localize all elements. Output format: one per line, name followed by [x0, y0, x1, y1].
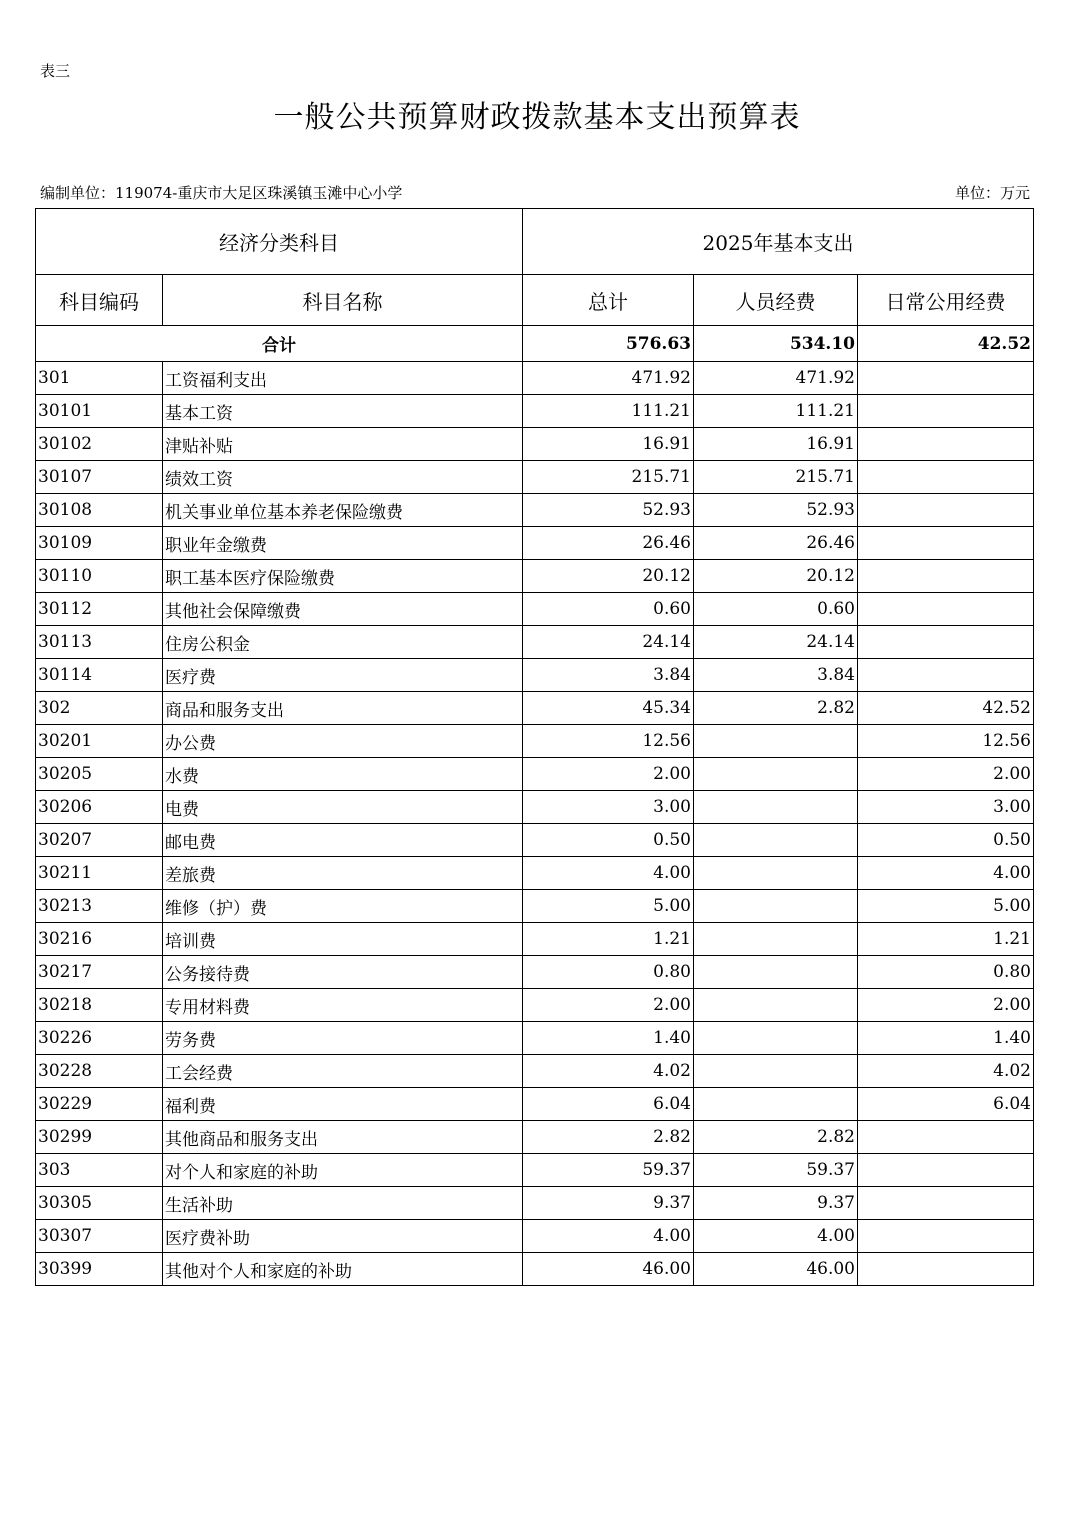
row-personnel — [694, 1022, 858, 1055]
row-name: 医疗费 — [163, 659, 523, 692]
row-total: 52.93 — [523, 494, 694, 527]
row-personnel: 16.91 — [694, 428, 858, 461]
row-name: 其他社会保障缴费 — [163, 593, 523, 626]
row-public: 3.00 — [858, 791, 1034, 824]
table-row — [36, 1055, 1034, 1088]
row-name: 差旅费 — [163, 857, 523, 890]
row-personnel — [694, 791, 858, 824]
row-code: 30109 — [36, 527, 163, 560]
row-name: 商品和服务支出 — [163, 692, 523, 725]
total-row — [36, 326, 1034, 362]
row-name: 工会经费 — [163, 1055, 523, 1088]
table-row — [36, 725, 1034, 758]
row-code: 30218 — [36, 989, 163, 1022]
row-code: 30399 — [36, 1253, 163, 1286]
row-name: 绩效工资 — [163, 461, 523, 494]
total-public: 42.52 — [858, 326, 1034, 362]
row-personnel — [694, 989, 858, 1022]
row-personnel: 59.37 — [694, 1154, 858, 1187]
header-code: 科目编码 — [36, 275, 163, 326]
row-public: 12.56 — [858, 725, 1034, 758]
row-public — [858, 1253, 1034, 1286]
row-public: 5.00 — [858, 890, 1034, 923]
row-public — [858, 362, 1034, 395]
table-row — [36, 1022, 1034, 1055]
row-public: 6.04 — [858, 1088, 1034, 1121]
table-row — [36, 626, 1034, 659]
row-name: 维修（护）费 — [163, 890, 523, 923]
row-personnel — [694, 923, 858, 956]
row-personnel: 2.82 — [694, 692, 858, 725]
row-name: 培训费 — [163, 923, 523, 956]
row-personnel — [694, 725, 858, 758]
row-personnel — [694, 890, 858, 923]
row-code: 30307 — [36, 1220, 163, 1253]
row-total: 6.04 — [523, 1088, 694, 1121]
table-row — [36, 593, 1034, 626]
row-public: 0.50 — [858, 824, 1034, 857]
row-code: 30107 — [36, 461, 163, 494]
row-public: 1.21 — [858, 923, 1034, 956]
row-code: 30101 — [36, 395, 163, 428]
row-code: 30228 — [36, 1055, 163, 1088]
row-code: 301 — [36, 362, 163, 395]
row-name: 水费 — [163, 758, 523, 791]
row-total: 26.46 — [523, 527, 694, 560]
table-row — [36, 692, 1034, 725]
total-total: 576.63 — [523, 326, 694, 362]
row-name: 办公费 — [163, 725, 523, 758]
table-row — [36, 659, 1034, 692]
row-code: 30114 — [36, 659, 163, 692]
row-name: 住房公积金 — [163, 626, 523, 659]
row-total: 20.12 — [523, 560, 694, 593]
row-personnel: 20.12 — [694, 560, 858, 593]
row-personnel — [694, 956, 858, 989]
row-name: 生活补助 — [163, 1187, 523, 1220]
row-personnel: 111.21 — [694, 395, 858, 428]
row-name: 医疗费补助 — [163, 1220, 523, 1253]
row-code: 30226 — [36, 1022, 163, 1055]
total-personnel: 534.10 — [694, 326, 858, 362]
row-name: 职工基本医疗保险缴费 — [163, 560, 523, 593]
row-code: 302 — [36, 692, 163, 725]
row-name: 邮电费 — [163, 824, 523, 857]
row-personnel: 9.37 — [694, 1187, 858, 1220]
header-personnel: 人员经费 — [694, 275, 858, 326]
row-public — [858, 626, 1034, 659]
row-code: 30217 — [36, 956, 163, 989]
row-total: 45.34 — [523, 692, 694, 725]
header-economic-classification: 经济分类科目 — [36, 209, 523, 275]
row-personnel — [694, 758, 858, 791]
row-code: 30102 — [36, 428, 163, 461]
row-personnel — [694, 857, 858, 890]
row-total: 2.00 — [523, 758, 694, 791]
row-public: 1.40 — [858, 1022, 1034, 1055]
row-public — [858, 560, 1034, 593]
table-row — [36, 791, 1034, 824]
row-total: 2.82 — [523, 1121, 694, 1154]
currency-unit: 单位：万元 — [954, 184, 1030, 202]
table-row — [36, 1187, 1034, 1220]
row-name: 其他对个人和家庭的补助 — [163, 1253, 523, 1286]
table-row — [36, 428, 1034, 461]
row-code: 30112 — [36, 593, 163, 626]
header-public: 日常公用经费 — [858, 275, 1034, 326]
row-code: 30113 — [36, 626, 163, 659]
header-name: 科目名称 — [163, 275, 523, 326]
row-personnel: 46.00 — [694, 1253, 858, 1286]
page-title: 一般公共预算财政拨款基本支出预算表 — [273, 100, 801, 135]
budget-table — [35, 208, 1034, 1286]
row-personnel — [694, 1088, 858, 1121]
row-public — [858, 428, 1034, 461]
header-column-row — [36, 275, 1034, 326]
table-row — [36, 494, 1034, 527]
row-code: 30211 — [36, 857, 163, 890]
row-code: 30205 — [36, 758, 163, 791]
row-total: 12.56 — [523, 725, 694, 758]
row-public — [858, 659, 1034, 692]
row-total: 0.60 — [523, 593, 694, 626]
row-name: 工资福利支出 — [163, 362, 523, 395]
row-public — [858, 527, 1034, 560]
table-row — [36, 1121, 1034, 1154]
table-row — [36, 1088, 1034, 1121]
table-number-label: 表三 — [40, 62, 71, 80]
row-public — [858, 494, 1034, 527]
row-name: 劳务费 — [163, 1022, 523, 1055]
header-total: 总计 — [523, 275, 694, 326]
row-total: 471.92 — [523, 362, 694, 395]
row-personnel: 215.71 — [694, 461, 858, 494]
row-code: 30305 — [36, 1187, 163, 1220]
row-total: 4.00 — [523, 857, 694, 890]
row-total: 46.00 — [523, 1253, 694, 1286]
total-label: 合计 — [36, 326, 523, 362]
row-public — [858, 395, 1034, 428]
row-total: 5.00 — [523, 890, 694, 923]
row-public: 2.00 — [858, 989, 1034, 1022]
row-public — [858, 461, 1034, 494]
row-public — [858, 1121, 1034, 1154]
table-row — [36, 890, 1034, 923]
row-personnel: 471.92 — [694, 362, 858, 395]
table-row — [36, 1154, 1034, 1187]
row-public: 0.80 — [858, 956, 1034, 989]
row-personnel — [694, 1055, 858, 1088]
table-row — [36, 1220, 1034, 1253]
row-code: 303 — [36, 1154, 163, 1187]
row-code: 30216 — [36, 923, 163, 956]
row-total: 3.84 — [523, 659, 694, 692]
row-total: 0.50 — [523, 824, 694, 857]
row-code: 30108 — [36, 494, 163, 527]
row-code: 30299 — [36, 1121, 163, 1154]
row-name: 公务接待费 — [163, 956, 523, 989]
table-row — [36, 362, 1034, 395]
row-total: 9.37 — [523, 1187, 694, 1220]
row-code: 30201 — [36, 725, 163, 758]
row-personnel: 2.82 — [694, 1121, 858, 1154]
row-personnel: 24.14 — [694, 626, 858, 659]
row-total: 4.02 — [523, 1055, 694, 1088]
row-total: 3.00 — [523, 791, 694, 824]
row-public: 2.00 — [858, 758, 1034, 791]
row-public: 42.52 — [858, 692, 1034, 725]
table-row — [36, 923, 1034, 956]
table-row — [36, 857, 1034, 890]
row-code: 30213 — [36, 890, 163, 923]
row-total: 16.91 — [523, 428, 694, 461]
row-public — [858, 1187, 1034, 1220]
row-total: 1.40 — [523, 1022, 694, 1055]
table-row — [36, 824, 1034, 857]
row-personnel: 0.60 — [694, 593, 858, 626]
row-name: 福利费 — [163, 1088, 523, 1121]
row-name: 职业年金缴费 — [163, 527, 523, 560]
row-name: 津贴补贴 — [163, 428, 523, 461]
row-total: 0.80 — [523, 956, 694, 989]
table-row — [36, 1253, 1034, 1286]
row-total: 59.37 — [523, 1154, 694, 1187]
header-group-row — [36, 209, 1034, 275]
row-personnel: 26.46 — [694, 527, 858, 560]
table-row — [36, 758, 1034, 791]
row-name: 其他商品和服务支出 — [163, 1121, 523, 1154]
row-name: 机关事业单位基本养老保险缴费 — [163, 494, 523, 527]
table-row — [36, 395, 1034, 428]
row-public: 4.00 — [858, 857, 1034, 890]
row-personnel: 3.84 — [694, 659, 858, 692]
row-total: 4.00 — [523, 1220, 694, 1253]
row-personnel: 52.93 — [694, 494, 858, 527]
row-total: 1.21 — [523, 923, 694, 956]
row-total: 24.14 — [523, 626, 694, 659]
table-row — [36, 560, 1034, 593]
row-name: 对个人和家庭的补助 — [163, 1154, 523, 1187]
row-total: 215.71 — [523, 461, 694, 494]
row-public: 4.02 — [858, 1055, 1034, 1088]
row-name: 电费 — [163, 791, 523, 824]
table-row — [36, 956, 1034, 989]
header-basic-expenditure: 2025年基本支出 — [523, 209, 1034, 275]
row-name: 基本工资 — [163, 395, 523, 428]
row-code: 30229 — [36, 1088, 163, 1121]
row-personnel — [694, 824, 858, 857]
row-code: 30206 — [36, 791, 163, 824]
compiling-unit: 编制单位：119074-重庆市大足区珠溪镇玉滩中心小学 — [40, 184, 403, 202]
row-public — [858, 593, 1034, 626]
row-code: 30110 — [36, 560, 163, 593]
row-total: 111.21 — [523, 395, 694, 428]
row-personnel: 4.00 — [694, 1220, 858, 1253]
table-row — [36, 989, 1034, 1022]
row-code: 30207 — [36, 824, 163, 857]
row-public — [858, 1154, 1034, 1187]
row-name: 专用材料费 — [163, 989, 523, 1022]
row-total: 2.00 — [523, 989, 694, 1022]
row-public — [858, 1220, 1034, 1253]
table-row — [36, 527, 1034, 560]
table-row — [36, 461, 1034, 494]
